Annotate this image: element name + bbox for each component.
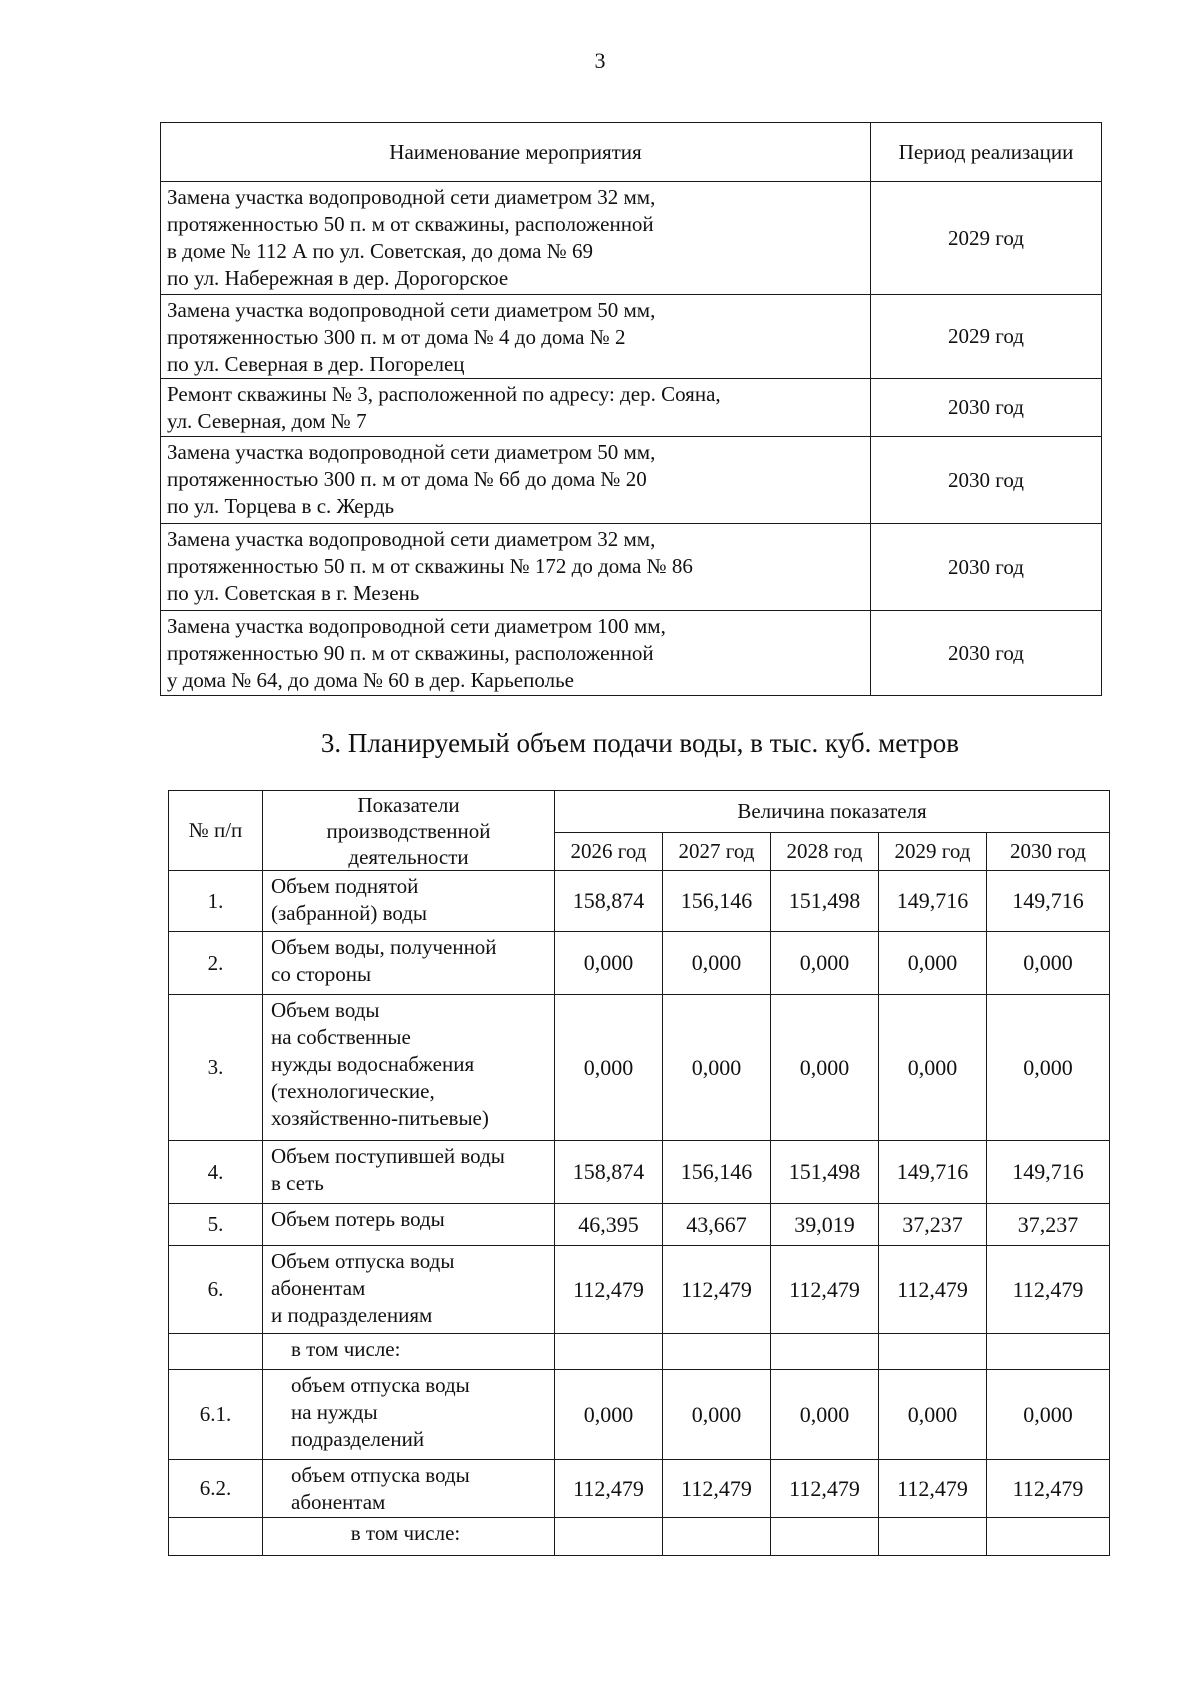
event-name: Замена участка водопроводной сети диаметром 50 мм, протяженностью 300 п. м от дома № 6б до дома № 20 по ул. Торцева в с. Жердь [161,437,871,524]
row-value [555,1334,663,1370]
row-num: 6. [169,1246,263,1334]
row-num [169,1518,263,1556]
section-title: 3. Планируемый объем подачи воды, в тыс. куб. метров [320,728,960,758]
row-num: 4. [169,1141,263,1204]
row-value [771,1518,879,1556]
header-num: № п/п [169,791,263,871]
row-value: 149,716 [879,1141,987,1204]
event-name: Ремонт скважины № 3, расположенной по адресу: дер. Сояна, ул. Северная, дом № 7 [161,379,871,437]
page-number: 3 [594,48,606,73]
events-header-name: Наименование мероприятия [161,123,871,182]
row-value [879,1518,987,1556]
row-value: 0,000 [663,1370,771,1460]
table-row [169,1460,1110,1518]
row-value: 112,479 [555,1460,663,1518]
row-value [771,1334,879,1370]
event-name: Замена участка водопроводной сети диаметром 50 мм, протяженностью 300 п. м от дома № 4 до дома № 2 по ул. Северная в дер. Погорелец [161,295,871,379]
header-year: 2027 год [663,833,771,871]
table-row [169,1518,1110,1556]
row-value: 0,000 [663,932,771,995]
event-period: 2030 год [871,379,1102,437]
row-indicator: Объем поднятой (забранной) воды [263,871,555,932]
row-indicator: в том числе: [263,1334,555,1370]
row-value: 43,667 [663,1204,771,1246]
row-value: 112,479 [663,1460,771,1518]
table-row [169,995,1110,1141]
volume-table [168,790,1110,1556]
row-value: 0,000 [879,932,987,995]
volume-header-row [169,791,1110,833]
row-num: 2. [169,932,263,995]
event-name: Замена участка водопроводной сети диаметром 32 мм, протяженностью 50 п. м от скважины, расположенной в доме № 112 А по ул. Советская, до дома № 69 по ул. Набережная в дер. Дорогорское [161,182,871,295]
events-header-row [161,123,1102,182]
table-row [161,437,1102,524]
row-indicator: Объем воды на собственные нужды водоснабжения (технологические, хозяйственно-питьевые) [263,995,555,1141]
row-value: 112,479 [987,1246,1110,1334]
row-value: 149,716 [879,871,987,932]
row-num: 5. [169,1204,263,1246]
row-value: 0,000 [771,1370,879,1460]
row-value [987,1334,1110,1370]
table-row [169,1204,1110,1246]
events-table [160,122,1102,696]
row-value: 0,000 [771,995,879,1141]
row-num: 6.1. [169,1370,263,1460]
row-indicator: объем отпуска воды абонентам [263,1460,555,1518]
row-value: 0,000 [555,932,663,995]
table-row [169,932,1110,995]
header-year: 2028 год [771,833,879,871]
table-row [161,379,1102,437]
row-indicator: объем отпуска воды на нужды подразделений [263,1370,555,1460]
row-value: 0,000 [879,1370,987,1460]
row-value [987,1518,1110,1556]
table-row [169,1334,1110,1370]
row-value: 0,000 [987,995,1110,1141]
row-value: 112,479 [663,1246,771,1334]
row-indicator: Объем отпуска воды абонентам и подразделениям [263,1246,555,1334]
row-value: 0,000 [987,932,1110,995]
row-value: 46,395 [555,1204,663,1246]
row-value [663,1518,771,1556]
table-row [161,182,1102,295]
row-value: 151,498 [771,871,879,932]
row-value: 156,146 [663,1141,771,1204]
row-value: 112,479 [771,1460,879,1518]
row-value [663,1334,771,1370]
table-row [161,611,1102,696]
table-row [169,871,1110,932]
header-year: 2029 год [879,833,987,871]
header-year: 2026 год [555,833,663,871]
event-name: Замена участка водопроводной сети диаметром 100 мм, протяженностью 90 п. м от скважины, расположенной у дома № 64, до дома № 60 в дер. Карьеполье [161,611,871,696]
row-value: 39,019 [771,1204,879,1246]
header-year: 2030 год [987,833,1110,871]
row-value: 112,479 [879,1460,987,1518]
row-indicator: Объем воды, полученной со стороны [263,932,555,995]
row-value: 149,716 [987,1141,1110,1204]
row-indicator: в том числе: [263,1518,555,1556]
header-indicators: Показатели производственной деятельности [263,791,555,871]
table-row [161,524,1102,611]
row-value: 149,716 [987,871,1110,932]
row-value: 0,000 [555,1370,663,1460]
row-num: 1. [169,871,263,932]
row-value: 0,000 [663,995,771,1141]
row-value: 112,479 [771,1246,879,1334]
row-value: 0,000 [771,932,879,995]
row-value: 0,000 [555,995,663,1141]
event-period: 2030 год [871,524,1102,611]
row-value: 156,146 [663,871,771,932]
row-value: 37,237 [987,1204,1110,1246]
row-indicator: Объем потерь воды [263,1204,555,1246]
row-indicator: Объем поступившей воды в сеть [263,1141,555,1204]
row-value: 0,000 [987,1370,1110,1460]
row-value: 112,479 [879,1246,987,1334]
event-name: Замена участка водопроводной сети диаметром 32 мм, протяженностью 50 п. м от скважины № 172 до дома № 86 по ул. Советская в г. Мезень [161,524,871,611]
event-period: 2030 год [871,437,1102,524]
row-value: 151,498 [771,1141,879,1204]
row-value: 0,000 [879,995,987,1141]
row-value: 37,237 [879,1204,987,1246]
row-value: 158,874 [555,871,663,932]
row-value: 112,479 [555,1246,663,1334]
row-num: 6.2. [169,1460,263,1518]
row-value [879,1334,987,1370]
table-row [169,1370,1110,1460]
row-value: 112,479 [987,1460,1110,1518]
event-period: 2029 год [871,295,1102,379]
row-value: 158,874 [555,1141,663,1204]
row-value [555,1518,663,1556]
table-row [161,295,1102,379]
event-period: 2029 год [871,182,1102,295]
event-period: 2030 год [871,611,1102,696]
row-num [169,1334,263,1370]
table-row [169,1141,1110,1204]
table-row [169,1246,1110,1334]
row-num: 3. [169,995,263,1141]
header-value-group: Величина показателя [555,791,1110,833]
events-header-period: Период реализации [871,123,1102,182]
